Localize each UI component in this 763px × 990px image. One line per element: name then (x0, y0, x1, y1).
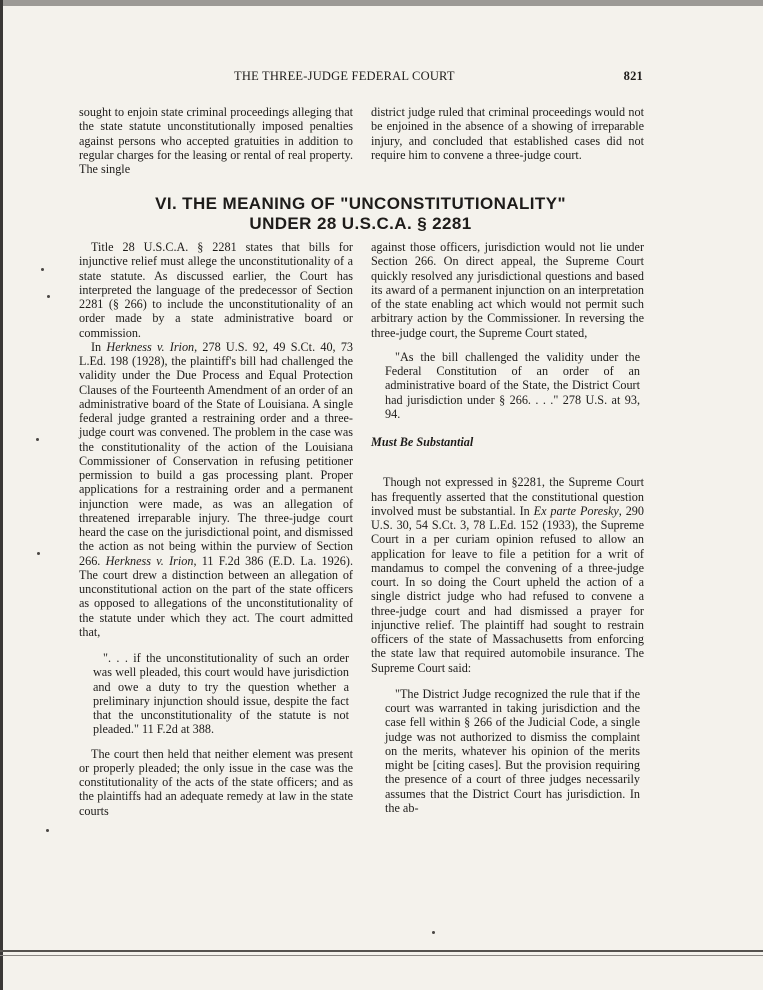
top-left-text: sought to enjoin state criminal proceedings alleging that the state statute unconstitutionally imposed penalties against persons who accepted gratuities in addition to regular charges for the leasing or rental of real property. The single (79, 105, 353, 176)
right-paragraph-2 (371, 475, 644, 675)
running-title: THE THREE-JUDGE FEDERAL COURT (234, 69, 455, 83)
scan-speck (36, 438, 39, 441)
section-heading-line-2: UNDER 28 U.S.C.A. § 2281 (249, 214, 472, 233)
scan-top-edge (0, 0, 763, 6)
scan-speck (37, 552, 40, 555)
scan-bottom-rule-2 (0, 955, 763, 956)
page-number: 821 (623, 69, 643, 83)
scan-speck (41, 268, 44, 271)
left-paragraph-2 (79, 340, 353, 639)
para-text: , 278 U.S. 92, 49 S.Ct. 40, 73 L.Ed. 198 (1928), the plaintiff's bill had challenged the validity under the Due Process and Equal Protection Clauses of the Fourteenth Amendment of an order of an administrative board of the State of Louisiana. A single federal judge granted a restraining order and a three-judge court was convened. The problem in the case was the constitutionality of the action of the Louisiana Commissioner of Conservation in refusing petitioner permission to build a gas processing plant. Proper applications for a restraining order and a permanent injunction were made, as was an allegation of threatened irreparable injury. The three-judge court heard the case on the jurisdictional point, and dismissed the action as not being within the purview of Section 266. (79, 339, 354, 568)
left-column (79, 240, 353, 818)
case-citation: Herkness v. Irion (106, 339, 195, 354)
scan-bottom-rule (0, 950, 763, 952)
quote-text: "The District Judge recognized the rule that if the court was warranted in taking jurisdiction and the case fell within § 266 of the Judicial Code, a single judge was not authorized to dismiss the complaint on the merits, whatever his opinion of the merits might be [citing cases]. But the provision requiring the presence of a court of three judges necessarily assumes that the District Court has jurisdiction. In the ab- (385, 686, 640, 815)
right-quote-2 (371, 687, 644, 815)
right-paragraph-1: against those officers, jurisdiction would not lie under Section 266. On direct appeal, the Supreme Court quickly resolved any jurisdictional questions and based its award of a permanent injunction on an interpretation of the state enabling act which would not permit such arbitrary action by the Commissioner. In reversing the three-judge court, the Supreme Court stated, (371, 240, 644, 340)
section-heading-line-1: VI. THE MEANING OF "UNCONSTITUTIONALITY" (155, 194, 566, 213)
para-lead: In (91, 339, 107, 354)
top-left-block (79, 105, 353, 176)
left-quote (79, 651, 353, 737)
para-text: , 290 U.S. 30, 54 S.Ct. 3, 78 L.Ed. 152 (1933), the Supreme Court in a per curiam opinion refused to allow an application for leave to file a petition for a writ of mandamus to compel the convening of a three-judge court. In so doing the Court upheld the action of a single district judge who had refused to convene a three-judge court and had dismissed a prayer for injunctive relief. The plaintiff had sought to restrain officers of the state of Massachusetts from enforcing the state law that required automobile insurance. The Supreme Court said: (371, 503, 644, 675)
left-paragraph-1: Title 28 U.S.C.A. § 2281 states that bills for injunctive relief must allege the unconstitutionality of a state statute. As discussed earlier, the Court has interpreted the language of the predecessor of Section 2281 (§ 266) to include the unconstitutionality of an order made by a state administrative board or commission. (79, 240, 353, 340)
top-right-text: district judge ruled that criminal proceedings would not be enjoined in the absence of a showing of irreparable injury, and concluded that established cases did not require him to convene a three-judge court. (371, 105, 644, 162)
scan-speck (47, 295, 50, 298)
case-citation: Ex parte Poresky (533, 503, 619, 518)
quote-text: "As the bill challenged the validity under the Federal Constitution of an order of an administrative board of the State, the District Court had jurisdiction under § 266. . . ." 278 U.S. at 93, 94. (385, 349, 640, 421)
left-paragraph-3: The court then held that neither element was present or properly pleaded; the only issue in the case was the constitutionality of the acts of the state officers; and as the plaintiffs had an adequate remedy at law in the state courts (79, 746, 353, 818)
scan-speck (46, 829, 49, 832)
case-citation: Herkness v. Irion (105, 553, 194, 568)
right-quote-1 (371, 350, 644, 421)
scan-left-edge (0, 0, 3, 990)
para-text: , 11 F.2d 386 (E.D. La. 1926). The court drew a distinction between an allegation of unconstitutional action on the part of the state officers as opposed to allegations of the unconstitutionality of the statute under which they act. The court admitted that, (79, 553, 353, 639)
top-right-block (371, 105, 644, 162)
right-column (371, 240, 644, 815)
subheading-must-be-substantial: Must Be Substantial (371, 435, 474, 449)
scan-speck (432, 931, 435, 934)
section-heading (78, 194, 643, 234)
quote-text: ". . . if the unconstitutionality of such an order was well pleaded, this court would have jurisdiction and owe a duty to try the question whether a preliminary injunction should issue, despite the fact that the unconstitutionality of the statute is not pleaded." 11 F.2d at 388. (93, 651, 349, 737)
para-text: Though not expressed in §2281, the Supreme Court has frequently asserted that the constitutional question involved must be substantial. In (371, 475, 644, 518)
